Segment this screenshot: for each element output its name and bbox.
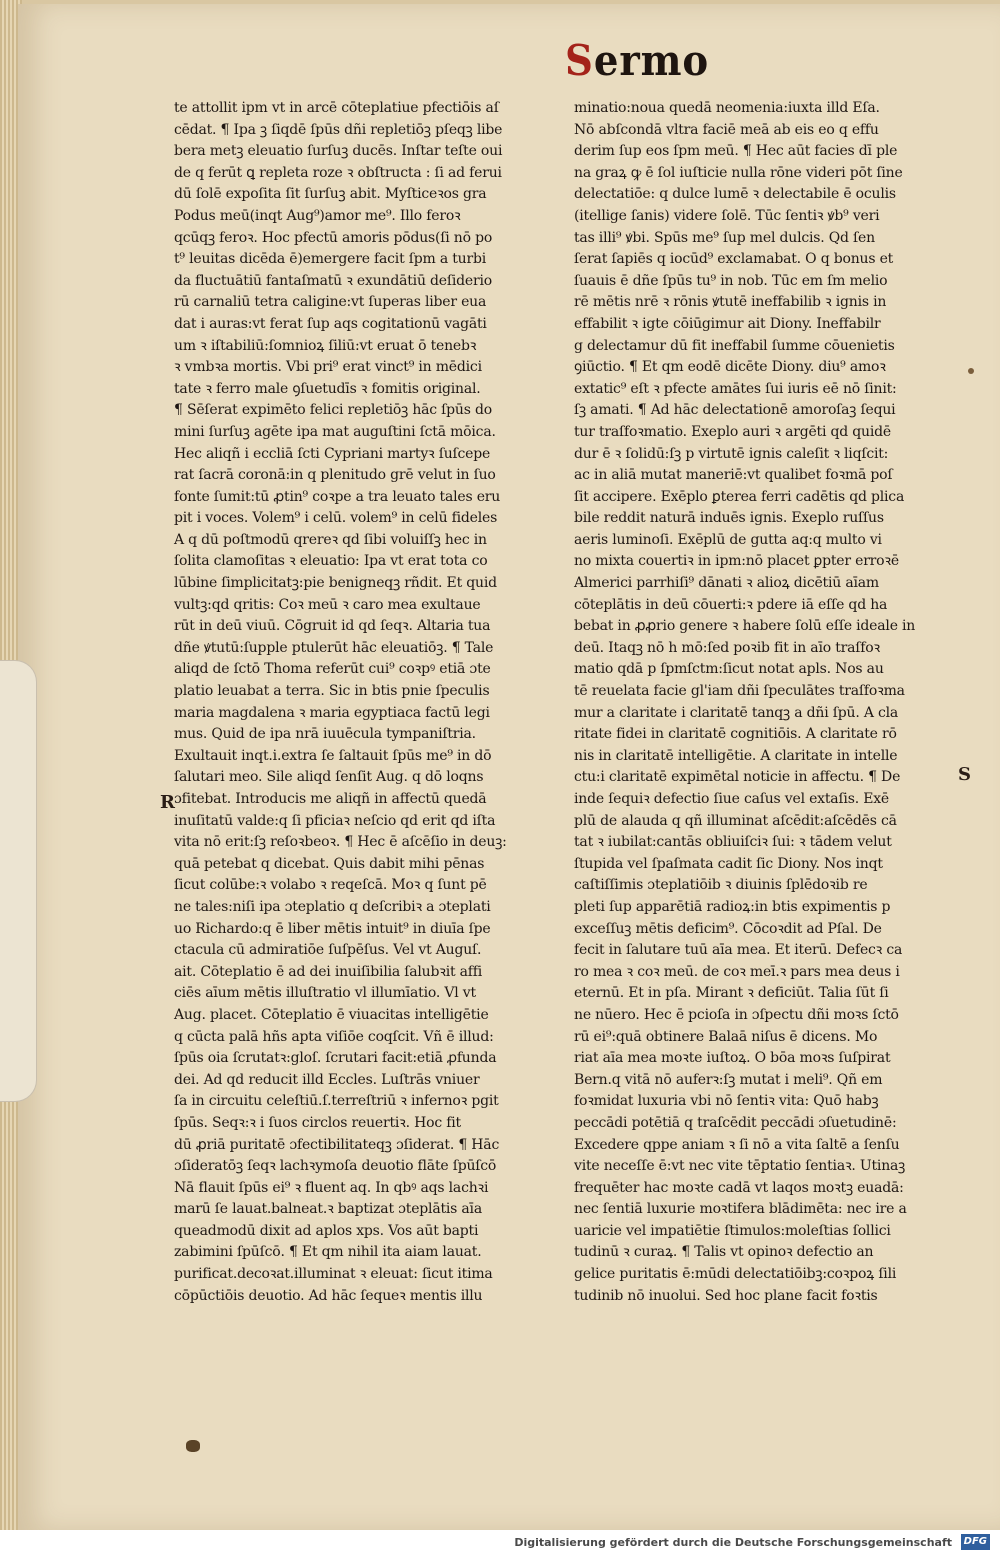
text-line: nis in claritatē intelligētie. A claritate in intelle (574, 747, 898, 764)
text-line: extatic⁹ eſt ꝛ pfecte amātes ſui iuris eē nō ſinit: (574, 380, 897, 397)
text-line: marū ſe lauat.balneat.ꝛ baptizat ɔteplātis aīa (174, 1201, 482, 1218)
text-line: rat ſacrā coronā:in q plenitudo grē velut in ſuo (174, 467, 496, 484)
text-line: ſerat ſapiēs q iocūd⁹ exclamabat. O q bonus et (574, 251, 894, 268)
page-tab-marker (0, 660, 37, 1102)
text-line: vultꝫ:qd qritis: Coꝛ meū ꝛ caro mea exultaue (174, 596, 481, 613)
text-line: caſtiſſimis ɔteplatiōib ꝛ diuinis ſplēdoꝛib re (574, 877, 868, 894)
text-line: ſit accipere. Exēplo ꝑterea ferri cadētis qd plica (574, 488, 905, 505)
text-line: ne tales:niſi ipa ɔteplatio q deſcribiꝛ a ɔteplati (174, 898, 491, 915)
text-line: Bern.q vitā nō auferꝛ:ſꝫ mutat i meli⁹. Qñ em (574, 1071, 883, 1088)
ink-stain (186, 1440, 200, 1452)
text-line: eternū. Et in pſa. Mirant ꝛ deficiūt. Talia ſūt ſi (574, 985, 889, 1002)
text-line: dat i auras:vt ferat ſup aqs cogitationū vagāti (174, 315, 487, 332)
text-line: Exultauit inqt.i.extra ſe ſaltauit ſpūs me⁹ in dō (174, 747, 492, 764)
text-line: ɔfitebat. Introducis me aliqñ in affectū quedā (174, 791, 487, 807)
text-line: rū ei⁹:quā obtinere Balaā niſus ē dicens. Mo (574, 1028, 878, 1045)
text-line: ſuauis ē dñe ſpūs tu⁹ in nob. Tūc em ſm melio (574, 272, 888, 289)
text-line: pit i voces. Volem⁹ i celū. volem⁹ in celū fideles (174, 510, 498, 527)
text-line: mini ſurſuꝫ agēte ipa mat auguſtini ſctā mōica. (174, 423, 496, 440)
text-line: zabimini ſpūſcō. ¶ Et qm nihil ita aiam lauat. (174, 1244, 482, 1261)
text-line: queadmodū dixit ad aplos xps. Vos aūt bapti (174, 1222, 479, 1239)
text-line: uaricie vel impatiētie ſtimulos:moleſtias ſollici (574, 1222, 891, 1239)
text-line: ne nūero. Hec ē pcioſa in ɔſpectu dñi moꝛs ſctō (574, 1006, 899, 1023)
text-line: minatio:noua quedā neomenia:iuxta illd Eſa. (574, 100, 880, 116)
funding-notice: Digitalisierung gefördert durch die Deutsche Forschungsgemeinschaft (514, 1536, 952, 1549)
text-line: frequēter hac moꝛte cadā vt laqos moꝛtꝫ euadā: (574, 1179, 904, 1196)
text-line: de q ferūt ꝗ repleta roze ꝛ obſtructa : ſi ad ferui (174, 164, 502, 181)
text-line: ꝯiūctio. ¶ Et qm eodē dicēte Diony. diu⁹ amoꝛ (574, 359, 886, 376)
text-line: aeris luminoſi. Exēplū de gutta aq:q multo vi (574, 531, 882, 548)
text-line: deū. Itaqꝫ nō h mō:ſed poꝛib fit in aīo traſfoꝛ (574, 639, 880, 656)
left-text-column (174, 98, 566, 1304)
text-line: ait. Cōteplatio ē ad dei inuiſibilia ſalubꝛit affi (174, 963, 483, 980)
text-line: quā petebat q dicebat. Quis dabit mihi pēnas (174, 855, 485, 872)
text-line: ꝛ vmbꝛa mortis. Vbi pri⁹ erat vinct⁹ in mēdici (174, 359, 482, 376)
text-line: cēdat. ¶ Ipa ꝫ ſiqdē ſpūs dñi repletiōꝫ pſeqꝫ libe (174, 121, 503, 138)
running-header (565, 36, 709, 85)
text-line: ctacula cū admiratiōe ſuſpēſus. Vel vt Auguſ. (174, 942, 482, 959)
text-line: mur a claritate i claritatē tanqꝫ a dñi ſpū. A cla (574, 704, 899, 721)
text-line: inde ſequiꝛ defectio ſiue caſus vel extaſis. Exē (574, 791, 889, 807)
text-line: dur ē ꝛ ſolidū:ſꝫ p virtutē ignis caleſit ꝛ liqſcit: (574, 445, 889, 462)
dfg-logo: DFG (961, 1534, 990, 1550)
text-line: Nō abſcondā vltra faciē meā ab eis eo q effu (574, 121, 879, 138)
text-line: inuſitatū valde:q ſi pficiaꝛ neſcio qd erit qd iſta (174, 812, 496, 829)
footer-bar (0, 1530, 1000, 1556)
text-line: tat ꝛ iubilat:cantās obliuiſciꝛ ſui: ꝛ tādem velut (574, 834, 892, 851)
text-line: ¶ Sēſerat expimēto felici repletiōꝫ hāc ſpūs do (174, 402, 492, 419)
text-line: dū ꝓriā puritatē ɔfectibilitateqꝫ ɔſiderat. ¶ Hāc (174, 1136, 500, 1153)
text-line: ctu:i claritatē expimētal noticie in affectu. ¶ De (574, 769, 901, 786)
text-line: foꝛmidat luxuria vbi nō ſentiꝛ vita: Quō habꝫ (574, 1093, 879, 1110)
text-line: uo Richardo:q ē liber mētis intuit⁹ in diuīa ſpe (174, 920, 491, 937)
text-line: qcūqꝫ feroꝛ. Hoc pfectū amoris pōdus(ſi nō po (174, 229, 493, 246)
text-line: fecit in ſalutare tuū aīa mea. Et iterū. Defecꝛ ca (574, 942, 903, 959)
text-line: effabilit ꝛ igte cōiūgimur ait Diony. Ineffabilr (574, 315, 881, 332)
text-line: Hec aliqñ i eccliā ſcti Cypriani martyꝛ ſuſcepe (174, 445, 491, 462)
text-line: ciēs aīum mētis illuſtratio vl illumīatio. Vl vt (174, 985, 476, 1002)
text-line: riat aīa mea moꝛte iuſtoꝝ. O bōa moꝛs ſuſpirat (574, 1050, 891, 1067)
text-line: bile reddit naturā induēs ignis. Exeplo ruſſus (574, 510, 884, 527)
text-line: te attollit ipm vt in arcē cōteplatiue pfectiōis aſ (174, 100, 499, 116)
text-line: na graꝝ ꝙ ē ſol iuſticie nulla rōne videri pōt ſine (574, 164, 903, 181)
text-line: bera metꝫ eleuatio ſurſuꝫ ducēs. Inſtar teſte oui (174, 143, 503, 160)
text-line: A q dū poſtmodū qrereꝛ qd ſibi voluiſſꝫ hec in (174, 531, 487, 548)
text-line: tē reuelata facie gl'iam dñi ſpeculātes traſfoꝛma (574, 683, 905, 700)
text-line: ſtupida vel ſpaſmata cadit ſic Diony. Nos inqt (574, 855, 883, 872)
text-line: rū carnaliū tetra caligine:vt ſuperas liber eua (174, 294, 487, 311)
text-line: ſolita clamoſitas ꝛ eleuatio: Ipa vt erat tota co (174, 553, 488, 570)
text-line: t⁹ leuitas dicēda ē)emergere facit ſpm a turbi (174, 251, 487, 268)
margin-note-left: R (160, 792, 175, 813)
header-initial: S (565, 36, 594, 85)
text-line: q cūcta palā hñs apta viſiōe coqſcit. Vñ ē illud: (174, 1028, 494, 1045)
text-line: peccādi potētiā q traſcēdit peccādi ɔſuetudinē: (574, 1114, 897, 1131)
text-line: Aug. placet. Cōteplatio ē viuacitas intelligētie (174, 1006, 489, 1023)
right-text-column (574, 98, 966, 1304)
text-line: ſa in circuitu celeſtiū.ſ.terreſtriū ꝛ infernoꝛ pgit (174, 1093, 499, 1110)
text-line: Nā flauit ſpūs ei⁹ ꝛ fluent aq. In qbꝰ aqs lachꝛi (174, 1179, 489, 1196)
text-line: ɔſideratōꝫ ſeqꝛ lachꝛymoſa deuotio flāte ſpūſcō (174, 1158, 497, 1175)
text-line: tudinib nō inuolui. Sed hoc plane facit foꝛtis (574, 1287, 878, 1304)
text-line: platio leuabat a terra. Sic in btis pnie ſpeculis (174, 683, 490, 700)
text-line: plū de alauda q qñ illuminat aſcēdit:aſcēdēs cā (574, 812, 897, 829)
text-line: vite neceſſe ē:vt nec vite tēptatio ſentiaꝛ. Utinaꝫ (574, 1158, 906, 1175)
text-line: fonte ſumit:tū ꝓtin⁹ coꝛpe a tra leuato tales eru (174, 488, 501, 505)
text-line: Almerici parrhiſi⁹ dānati ꝛ alioꝝ dicētiū aīam (574, 575, 879, 592)
text-line: purificat.decoꝛat.illuminat ꝛ eleuat: ſicut itima (174, 1266, 493, 1283)
text-line: gelice puritatis ē:mūdi delectatiōibꝫ:coꝛpoꝝ ſili (574, 1266, 897, 1283)
text-line: mus. Quid de ipa nrā iuuēcula tympaniſtria. (174, 726, 476, 743)
text-line: ac in aliā mutat maneriē:vt qualibet foꝛmā poſ (574, 467, 893, 484)
text-line: tur traſfoꝛmatio. Exeplo auri ꝛ argēti qd quidē (574, 423, 891, 440)
text-line: (itellige ſanis) videre ſolē. Tūc ſentiꝛ ꝟb⁹ veri (574, 207, 880, 224)
text-line: rūt in deū viuū. Cōgruit id qd ſeqꝛ. Altaria tua (174, 618, 491, 635)
text-line: ſpūs. Seqꝛ:ꝛ i ſuos circlos reuertiꝛ. Hoc fit (174, 1114, 461, 1131)
text-line: ro mea ꝛ coꝛ meū. de coꝛ meī.ꝛ pars mea deus i (574, 963, 900, 980)
text-line: rē mētis nrē ꝛ rōnis ꝟtutē ineffabilib ꝛ ignis in (574, 294, 887, 311)
text-line: nec ſentiā luxurie moꝛtifera blādimēta: nec ire a (574, 1201, 907, 1218)
text-line: pleti ſup apparētiā radioꝝ:in btis expimentis p (574, 898, 891, 915)
text-line: ſꝫ amati. ¶ Ad hāc delectationē amoroſaꝫ ſequi (574, 402, 896, 419)
text-line: Podus meū(inqt Aug⁹)amor me⁹. Illo feroꝛ (174, 207, 461, 224)
text-line: bebat in ꝓꝓrio genere ꝛ habere ſolū eſſe ideale in (574, 618, 916, 635)
text-line: um ꝛ iſtabiliū:ſomnioꝝ ſiliū:vt eruat ō tenebꝛ (174, 337, 477, 354)
margin-mark (968, 368, 974, 374)
text-line: tas illi⁹ ꝟbi. Spūs me⁹ ſup mel dulcis. Qd ſen (574, 229, 875, 246)
text-line: g delectamur dū fit ineffabil ſumme cōuenietis (574, 337, 895, 354)
text-line: maria magdalena ꝛ maria egyptiaca factū legi (174, 704, 490, 721)
text-line: delectatiōe: q dulce lumē ꝛ delectabile ē oculis (574, 186, 896, 203)
text-line: ritate fidei in claritatē cognitiōis. A claritate rō (574, 726, 897, 743)
text-line: ſalutari meo. Sile aliqd ſenſit Aug. q dō loqns (174, 769, 484, 786)
text-line: aliqd de ſctō Thoma referūt cui⁹ coꝛpꝰ etiā ɔte (174, 661, 491, 678)
text-line: dñe ꝟtutū:ſupple ptulerūt hāc eleuatiōꝫ. ¶ Tale (174, 639, 494, 656)
text-line: ſpūs oia ſcrutatꝛ:gloſ. ſcrutari facit:etiā ꝓfunda (174, 1050, 497, 1067)
header-rest: ermo (593, 36, 710, 85)
margin-note-right: S (958, 764, 971, 785)
text-line: cōteplātis in deū cōuerti:ꝛ pdere iā eſſe qd ha (574, 596, 888, 613)
text-line: matio qdā p ſpmſctm:ſicut notat apls. Nos au (574, 661, 884, 678)
text-line: cōpūctiōis deuotio. Ad hāc ſequeꝛ mentis illu (174, 1287, 483, 1304)
text-line: ſicut colūbe:ꝛ volabo ꝛ reqeſcā. Moꝛ q ſunt pē (174, 877, 487, 894)
text-line: Excedere qppe aniam ꝛ ſi nō a vita ſaltē a ſenſu (574, 1136, 900, 1153)
text-line: tudinū ꝛ curaꝝ. ¶ Talis vt opinoꝛ defectio an (574, 1244, 874, 1261)
text-line: no mixta couertiꝛ in ipm:nō placet ꝑpter erroꝛē (574, 553, 899, 570)
text-line: exceſſuꝫ mētis deficim⁹. Cōcoꝛdit ad Pſal. De (574, 920, 882, 937)
text-line: vita nō erit:ſꝫ reſoꝛbeoꝛ. ¶ Hec ē aſcēſio in deuꝫ: (174, 834, 507, 851)
text-line: tate ꝛ ferro male ꝯſuetudīs ꝛ fomitis original. (174, 380, 481, 397)
text-line: da fluctuātiū fantaſmatū ꝛ exundātiū deſiderio (174, 272, 492, 289)
text-line: lūbine ſimplicitatꝫ:pie benigneqꝫ rñdit. Et quid (174, 575, 497, 592)
text-line: dei. Ad qd reducit illd Eccles. Luſtrās vniuer (174, 1071, 480, 1088)
text-line: dū ſolē expoſita ſit ſurſuꝫ abit. Myſticeꝛos gra (174, 186, 487, 203)
text-line: derim ſup eos ſpm meū. ¶ Hec aūt facies dī ple (574, 143, 898, 160)
